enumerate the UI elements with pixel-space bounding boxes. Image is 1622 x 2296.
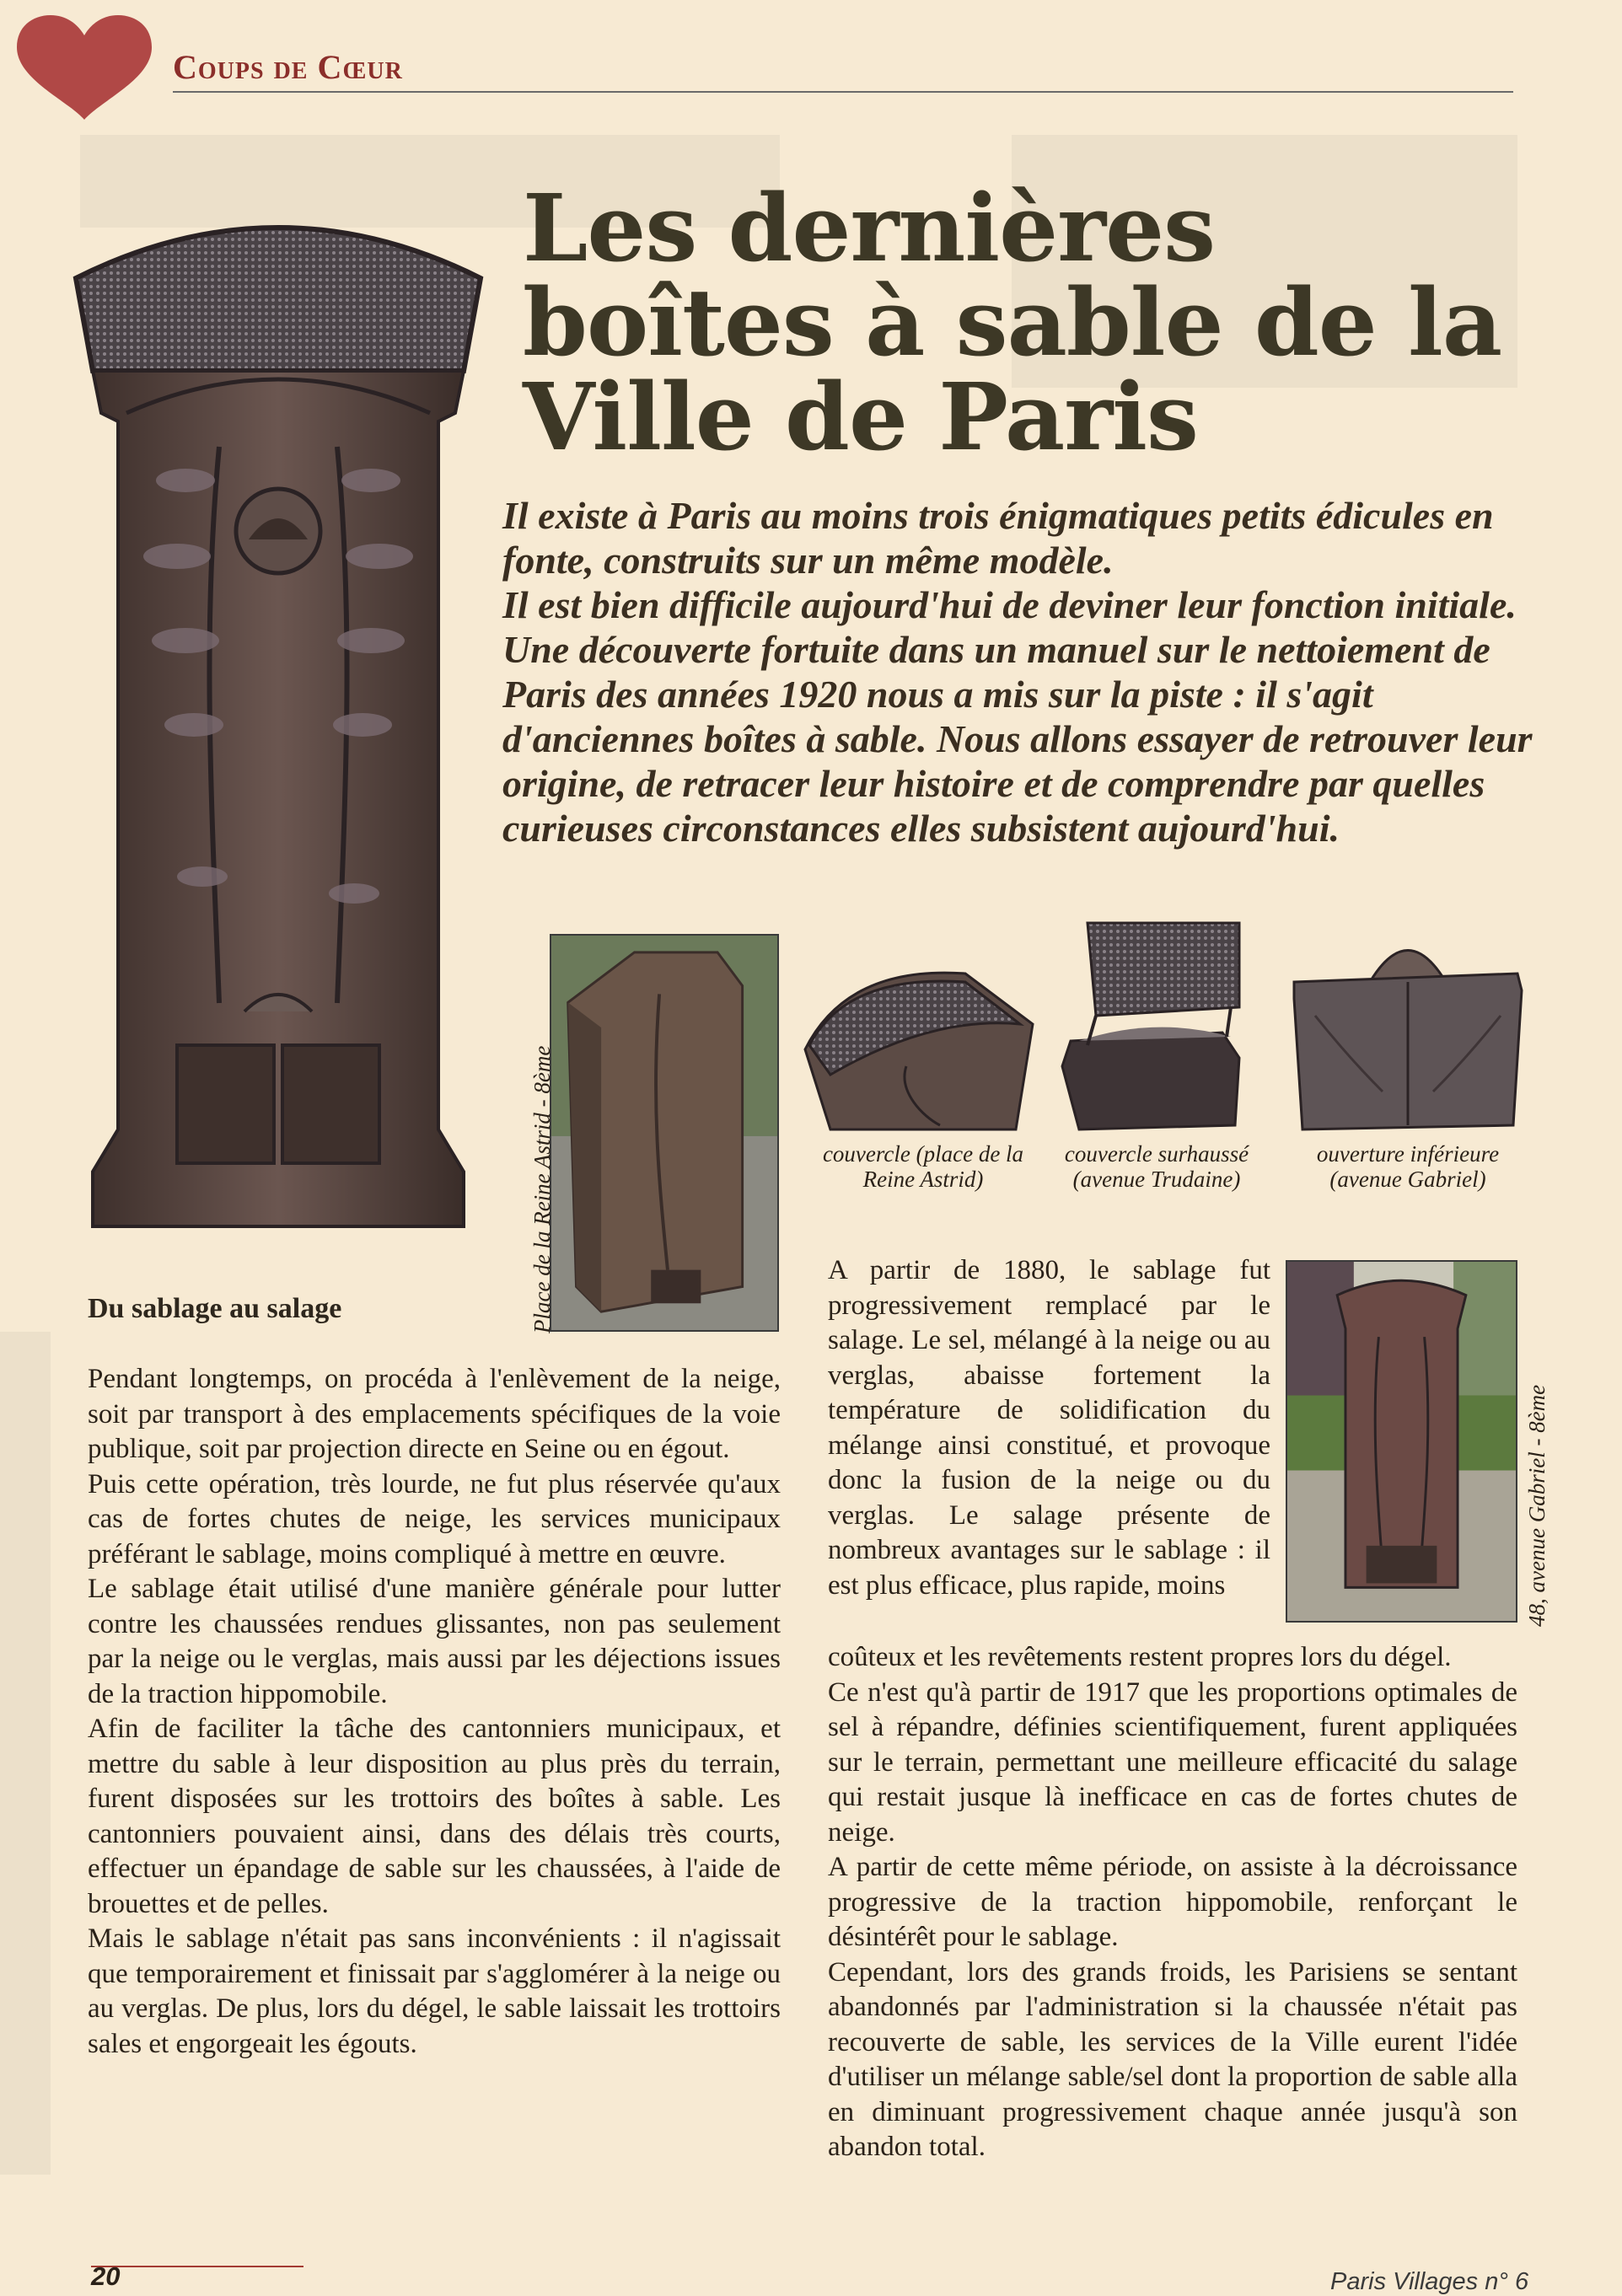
article-title: Les dernières boîtes à sable de la Ville de Paris xyxy=(523,174,1502,471)
subheading: Du sablage au salage xyxy=(88,1293,342,1324)
body-paragraph: Mais le sablage n'était pas sans inconvénients : il n'agissait que temporairement et finissait par s'agglomérer à la neige ou au verglas. De plus, lors du dégel, le sable laissait les trottoirs sales et engorgeait les égouts. xyxy=(88,1923,781,2059)
couvercle-photo xyxy=(797,948,1045,1140)
section-label: Coups de Cœur xyxy=(173,48,403,86)
body-paragraph: Pendant longtemps, on procéda à l'enlèvement de la neige, soit par transport à des emplacements spécifiques de la voie publique, soit par projection directe en Seine ou en égout. xyxy=(88,1364,781,1464)
right-column xyxy=(828,1640,1517,2165)
couvercle-surhausse-photo xyxy=(1054,915,1248,1134)
body-paragraph: A partir de cette même période, on assiste à la décroissance progressive de la traction hippomobile, renforçant le désintérêt pour le sablage. xyxy=(828,1852,1517,1952)
sand-box-main-photo xyxy=(67,202,489,1231)
page-number: 20 xyxy=(91,2261,121,2291)
reine-astrid-caption: Place de la Reine Astrid - 8ème xyxy=(529,1045,555,1333)
avenue-gabriel-photo xyxy=(1286,1260,1517,1623)
body-paragraph: Puis cette opération, très lourde, ne fut plus réservée qu'aux cas de fortes chutes de neige, les services municipaux préférant le sablage, moins compliqué à mettre en œuvre. xyxy=(88,1468,781,1569)
header-rule xyxy=(173,91,1513,93)
body-paragraph: Cependant, lors des grands froids, les Parisiens se sentant abandonnés par l'administration si la chaussée n'était pas recouverte de sable, les services de la Ville eurent l'idée d'utiliser un mélange sable/sel dont la proportion de sable alla en diminuant progressivement chaque année jusqu'à son abandon total. xyxy=(828,1956,1517,2162)
body-paragraph: Ce n'est qu'à partir de 1917 que les proportions optimales de sel à répandre, définies scientifiquement, furent appliquées sur le terrain, permettant une meilleure efficacité du salage qui restait jusque là inefficace en cas de fortes chutes de neige. xyxy=(828,1676,1517,1848)
heart-icon xyxy=(8,12,160,121)
avenue-gabriel-caption: 48, avenue Gabriel - 8ème xyxy=(1524,1384,1549,1627)
left-column xyxy=(88,1362,781,2062)
magazine-name: Paris Villages n° 6 xyxy=(1330,2268,1529,2295)
reine-astrid-photo xyxy=(550,934,779,1332)
footer-rule xyxy=(91,2266,303,2267)
body-paragraph: Afin de faciliter la tâche des cantonniers municipaux, et mettre du sable à leur disposition au plus près du terrain, furent disposées sur les trottoirs des boîtes à sable. Les cantonniers pouvaient ainsi, dans des délais très courts, effectuer un épandage de sable sur les chaussées, à l'aide de brouettes et de pelles. xyxy=(88,1714,781,1919)
right-column-wrap: A partir de 1880, le sablage fut progressivement remplacé par le salage. Le sel, mélangé à la neige ou au verglas, abaisse fortement la température de solidification du mélange ainsi constitué, et provoque donc la fusion de la neige ou du verglas. Le salage présente de nombreux avantages sur le sablage : il est plus efficace, plus rapide, moins xyxy=(828,1255,1270,1601)
body-paragraph: coûteux et les revêtements restent propres lors du dégel. xyxy=(828,1642,1452,1672)
couvercle-surhausse-caption: couvercle surhaussé (avenue Trudaine) xyxy=(1064,1141,1249,1192)
ouverture-inferieure-photo xyxy=(1290,923,1526,1134)
ouverture-inferieure-caption: ouverture inférieure (avenue Gabriel) xyxy=(1316,1141,1500,1192)
body-paragraph: Le sablage était utilisé d'une manière générale pour lutter contre les chaussées rendues glissantes, non pas seulement par la neige ou le verglas, mais aussi par les déjections issues de la traction hippomobile. xyxy=(88,1574,781,1709)
intro-paragraph: Il existe à Paris au moins trois énigmatiques petits édicules en fonte, construits sur un même modèle. xyxy=(502,494,1494,582)
article-intro xyxy=(502,493,1556,850)
couvercle-caption: couvercle (place de la Reine Astrid) xyxy=(822,1141,1024,1192)
bleed-through xyxy=(0,1332,51,2175)
intro-paragraph: Il est bien difficile aujourd'hui de deviner leur fonction initiale. Une découverte fortuite dans un manuel sur le nettoiement de Paris des années 1920 nous a mis sur la piste : il s'agit d'anciennes boîtes à sable. Nous allons essayer de retrouver leur origine, de retracer leur histoire et de comprendre par quelles curieuses circonstances elles subsistent aujourd'hui. xyxy=(502,583,1533,850)
